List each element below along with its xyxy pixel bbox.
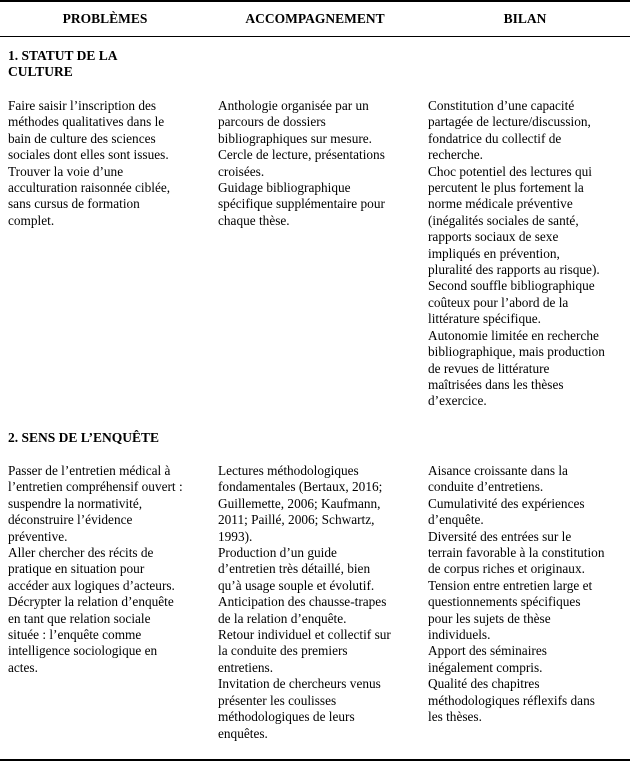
cell-line: intelligence sociologique en xyxy=(8,643,158,659)
cell-line: chaque thèse. xyxy=(218,212,290,228)
cell-line: littérature spécifique. xyxy=(428,311,541,327)
cell-line: entretiens. xyxy=(218,659,274,675)
cell-line: Guidage bibliographique xyxy=(218,180,351,196)
cell-line: acculturation raisonnée ciblée, xyxy=(8,180,171,196)
cell-line: maîtrisées dans les thèses xyxy=(428,376,564,392)
cell-line: bibliographique, mais production xyxy=(428,344,605,360)
top-rule xyxy=(0,0,630,2)
cell-line: recherche. xyxy=(428,147,483,163)
cell-line: Diversité des entrées sur le xyxy=(428,528,572,544)
cell-line: sociales dont elles sont issues. xyxy=(8,147,169,163)
cell-line: suspendre la normativité, xyxy=(8,495,143,511)
cell-line: fondamentales (Bertaux, 2016; xyxy=(218,479,383,495)
cell-line: déconstruire l’évidence xyxy=(8,512,133,528)
section-2-problemes xyxy=(8,463,200,676)
cell-line: sans cursus de formation xyxy=(8,196,140,212)
cell-line: Invitation de chercheurs venus xyxy=(218,676,381,692)
cell-line: pour les sujets de thèse xyxy=(428,610,551,626)
header-problemes: PROBLÈMES xyxy=(62,11,148,26)
cell-line: Apport des séminaires xyxy=(428,643,547,659)
cell-line: questionnements spécifiques xyxy=(428,594,581,610)
cell-line: méthodologiques de leurs xyxy=(218,709,355,725)
cell-line: de revues de littérature xyxy=(428,360,550,376)
cell-line: individuels. xyxy=(428,627,491,643)
cell-line: de la relation d’enquête. xyxy=(218,610,347,626)
cell-line: norme médicale préventive xyxy=(428,196,573,212)
cell-line: Aisance croissante dans la xyxy=(428,463,568,478)
cell-line: Lectures méthodologiques xyxy=(218,463,359,478)
cell-line: (inégalités sociales de santé, xyxy=(428,212,579,228)
cell-line: Cumulativité des expériences xyxy=(428,495,585,511)
cell-line: spécifique supplémentaire pour xyxy=(218,196,385,212)
cell-line: parcours de dossiers xyxy=(218,114,326,130)
cell-line: méthodologiques réflexifs dans xyxy=(428,692,595,708)
cell-line: Trouver la voie d’une xyxy=(8,163,124,179)
cell-line: d’exercice. xyxy=(428,393,487,409)
cell-line: rapports sociaux de sexe xyxy=(428,229,559,245)
cell-line: Production d’un guide xyxy=(218,545,337,561)
cell-line: méthodes qualitatives dans le xyxy=(8,114,165,130)
cell-line: Décrypter la relation d’enquête xyxy=(8,594,174,610)
cell-line: Anthologie organisée par un xyxy=(218,98,369,113)
cell-line: la conduite des premiers xyxy=(218,643,348,659)
cell-line: située : l’enquête comme xyxy=(8,627,142,643)
cell-line: 2011; Paillé, 2006; Schwartz, xyxy=(218,512,375,528)
section-1-title xyxy=(8,48,208,80)
cell-line: Constitution d’une capacité xyxy=(428,98,575,113)
cell-line: de corpus riches et originaux. xyxy=(428,561,585,577)
cell-line: présenter les coulisses xyxy=(218,692,337,708)
cell-line: qu’à usage souple et évolutif. xyxy=(218,577,375,593)
cell-line: l’entretien compréhensif ouvert : xyxy=(8,479,183,495)
cell-line: Retour individuel et collectif sur xyxy=(218,627,391,643)
section-1-title-line: CULTURE xyxy=(8,64,73,79)
cell-line: les thèses. xyxy=(428,709,482,725)
cell-line: Aller chercher des récits de xyxy=(8,545,154,561)
cell-line: Anticipation des chausse-trapes xyxy=(218,594,387,610)
cell-line: croisées. xyxy=(218,163,265,179)
cell-line: Passer de l’entretien médical à xyxy=(8,463,171,478)
cell-line: Faire saisir l’inscription des xyxy=(8,98,157,113)
cell-line: Autonomie limitée en recherche xyxy=(428,327,599,343)
cell-line: préventive. xyxy=(8,528,68,544)
header-bilan: BILAN xyxy=(503,11,547,26)
cell-line: actes. xyxy=(8,659,38,675)
cell-line: inégalement compris. xyxy=(428,659,543,675)
cell-line: conduite d’entretiens. xyxy=(428,479,544,495)
cell-line: complet. xyxy=(8,212,55,228)
cell-line: bibliographiques sur mesure. xyxy=(218,130,372,146)
bottom-rule xyxy=(0,759,630,761)
section-1-problemes xyxy=(8,98,200,229)
section-1-title-line: 1. STATUT DE LA xyxy=(8,48,118,63)
section-1-accompagnement xyxy=(218,98,414,229)
cell-line: terrain favorable à la constitution xyxy=(428,545,605,561)
cell-line: en tant que relation sociale xyxy=(8,610,151,626)
cell-line: accéder aux logiques d’acteurs. xyxy=(8,577,175,593)
cell-line: Guillemette, 2006; Kaufmann, xyxy=(218,495,381,511)
cell-line: Second souffle bibliographique xyxy=(428,278,595,294)
section-2-bilan xyxy=(428,463,626,726)
cell-line: Qualité des chapitres xyxy=(428,676,540,692)
cell-line: partagée de lecture/discussion, xyxy=(428,114,591,130)
cell-line: 1993). xyxy=(218,528,253,544)
cell-line: impliqués en prévention, xyxy=(428,245,560,261)
cell-line: pratique en situation pour xyxy=(8,561,145,577)
cell-line: percutent le plus fortement la xyxy=(428,180,584,196)
cell-line: coûteux pour l’abord de la xyxy=(428,294,569,310)
cell-line: Cercle de lecture, présentations xyxy=(218,147,385,163)
cell-line: d’enquête. xyxy=(428,512,484,528)
cell-line: enquêtes. xyxy=(218,725,268,741)
cell-line: pluralité des rapports au risque). xyxy=(428,262,600,278)
header-rule xyxy=(0,36,630,37)
section-2-accompagnement xyxy=(218,463,414,742)
cell-line: Tension entre entretien large et xyxy=(428,577,593,593)
section-2-title-line: 2. SENS DE L’ENQUÊTE xyxy=(8,430,160,445)
cell-line: fondatrice du collectif de xyxy=(428,130,562,146)
cell-line: bain de culture des sciences xyxy=(8,130,156,146)
cell-line: d’entretien très détaillé, bien xyxy=(218,561,371,577)
section-2-title xyxy=(8,430,208,446)
section-1-bilan xyxy=(428,98,626,410)
header-accompagnement: ACCOMPAGNEMENT xyxy=(245,11,385,26)
cell-line: Choc potentiel des lectures qui xyxy=(428,163,592,179)
